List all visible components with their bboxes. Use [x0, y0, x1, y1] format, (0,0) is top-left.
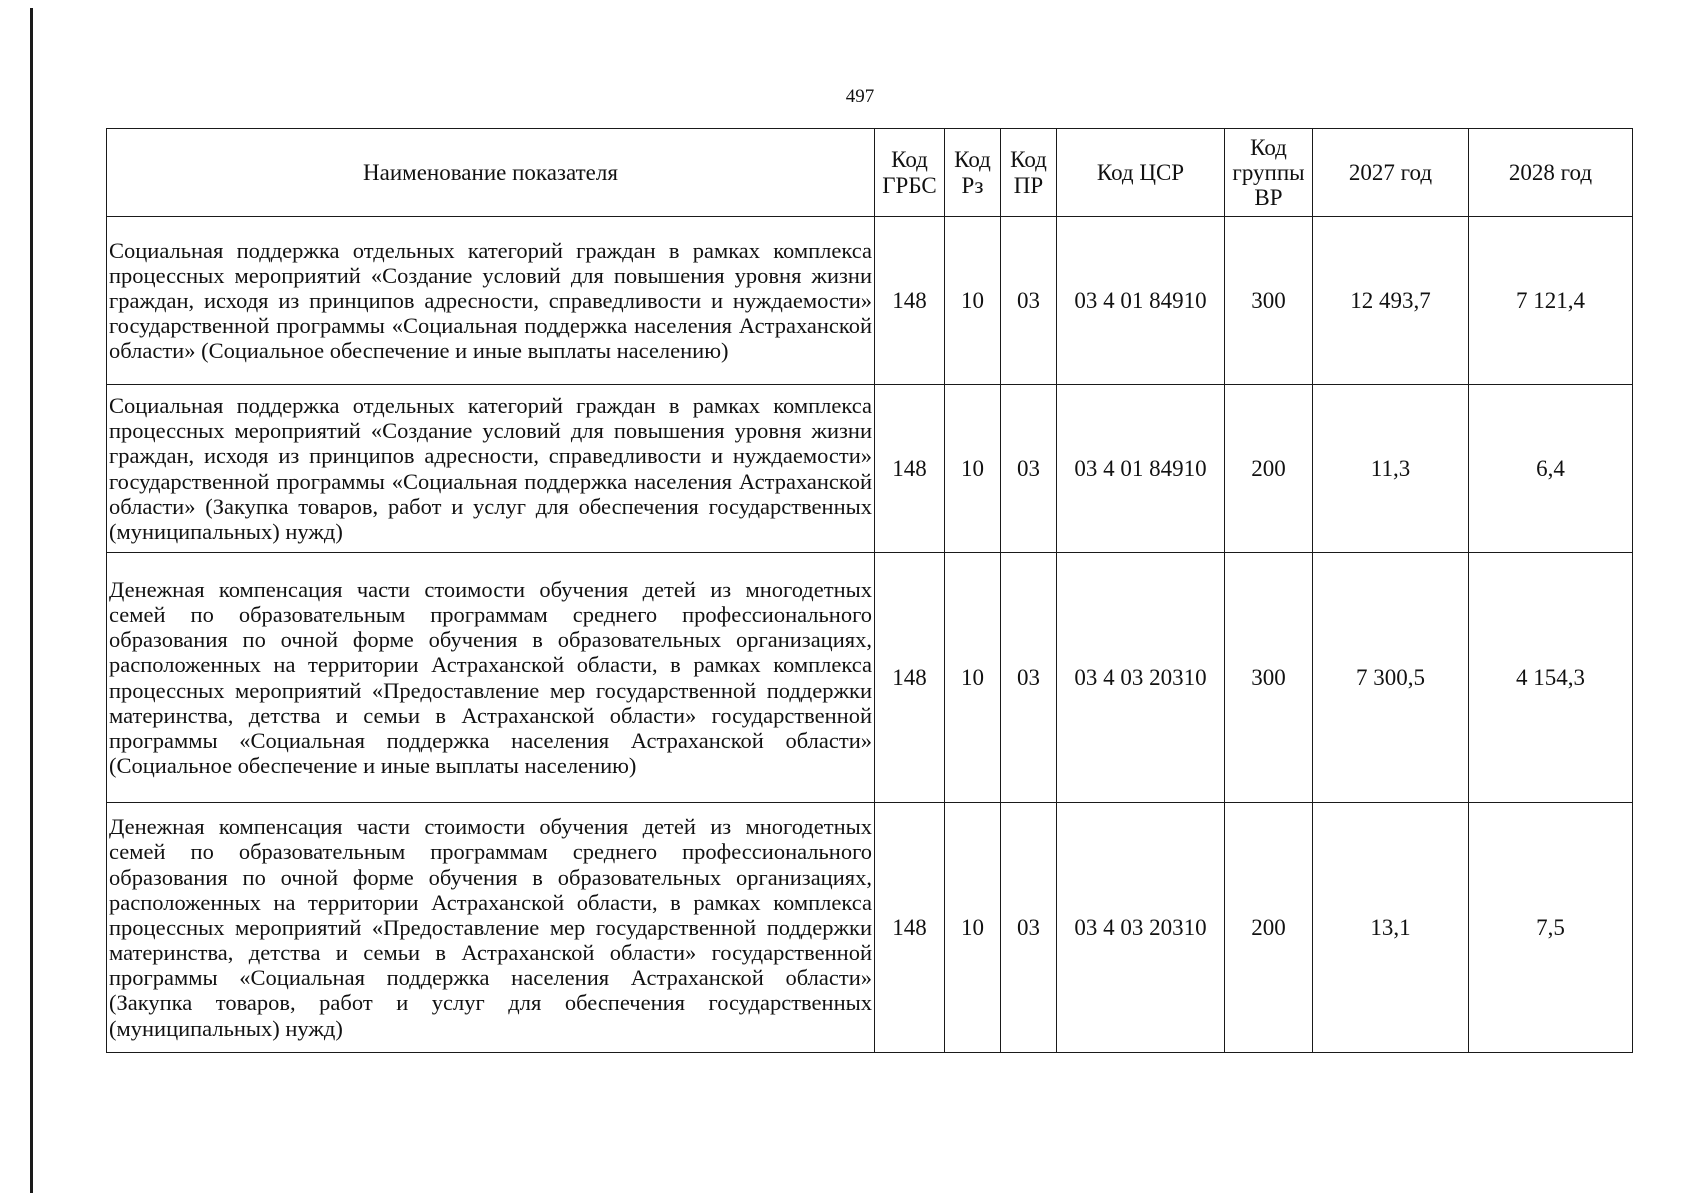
row-grbs: 148	[875, 217, 945, 385]
header-rz: Код Рз	[945, 129, 1001, 217]
row-grbs: 148	[875, 803, 945, 1053]
row-pr: 03	[1001, 385, 1057, 553]
header-vr: Код группы ВР	[1225, 129, 1313, 217]
table-header-row	[107, 129, 1633, 217]
page-number: 497	[845, 86, 875, 107]
row-vr: 300	[1225, 553, 1313, 803]
row-2028: 6,4	[1469, 385, 1633, 553]
row-2028: 7,5	[1469, 803, 1633, 1053]
table-row	[107, 803, 1633, 1053]
row-rz: 10	[945, 803, 1001, 1053]
row-pr: 03	[1001, 553, 1057, 803]
row-pr: 03	[1001, 217, 1057, 385]
header-grbs: Код ГРБС	[875, 129, 945, 217]
row-name: Денежная компенсация части стоимости обучения детей из многодетных семей по образовательным программам среднего профессионального образования по очной форме обучения в образовательных организациях, расположенных на территории Астраханской области, в рамках комплекса процессных мероприятий «Предоставление мер государственной поддержки материнства, детства и семьи в Астраханской области» государственной программы «Социальная поддержка населения Астраханской области» (Социальное обеспечение и иные выплаты населению)	[107, 553, 875, 803]
row-csr: 03 4 01 84910	[1057, 385, 1225, 553]
budget-table	[106, 128, 1633, 1053]
row-pr: 03	[1001, 803, 1057, 1053]
row-grbs: 148	[875, 385, 945, 553]
row-rz: 10	[945, 217, 1001, 385]
row-csr: 03 4 03 20310	[1057, 803, 1225, 1053]
row-2027: 12 493,7	[1313, 217, 1469, 385]
header-2027: 2027 год	[1313, 129, 1469, 217]
row-vr: 200	[1225, 385, 1313, 553]
row-name: Социальная поддержка отдельных категорий граждан в рамках комплекса процессных мероприятий «Создание условий для повышения уровня жизни граждан, исходя из принципов адресности, справедливости и нуждаемости» государственной программы «Социальная поддержка населения Астраханской области» (Социальное обеспечение и иные выплаты населению)	[107, 217, 875, 385]
header-name: Наименование показателя	[107, 129, 875, 217]
row-name: Социальная поддержка отдельных категорий граждан в рамках комплекса процессных мероприятий «Создание условий для повышения уровня жизни граждан, исходя из принципов адресности, справедливости и нуждаемости» государственной программы «Социальная поддержка населения Астраханской области» (Закупка товаров, работ и услуг для обеспечения государственных (муниципальных) нужд)	[107, 385, 875, 553]
row-2027: 7 300,5	[1313, 553, 1469, 803]
table-row	[107, 217, 1633, 385]
row-2028: 7 121,4	[1469, 217, 1633, 385]
binding-line	[30, 8, 33, 1193]
row-rz: 10	[945, 385, 1001, 553]
header-2028: 2028 год	[1469, 129, 1633, 217]
table-row	[107, 553, 1633, 803]
table-row	[107, 385, 1633, 553]
row-vr: 200	[1225, 803, 1313, 1053]
row-rz: 10	[945, 553, 1001, 803]
row-2027: 13,1	[1313, 803, 1469, 1053]
row-grbs: 148	[875, 553, 945, 803]
row-2028: 4 154,3	[1469, 553, 1633, 803]
row-2027: 11,3	[1313, 385, 1469, 553]
header-pr: Код ПР	[1001, 129, 1057, 217]
row-csr: 03 4 01 84910	[1057, 217, 1225, 385]
header-csr: Код ЦСР	[1057, 129, 1225, 217]
row-csr: 03 4 03 20310	[1057, 553, 1225, 803]
row-vr: 300	[1225, 217, 1313, 385]
row-name: Денежная компенсация части стоимости обучения детей из многодетных семей по образовательным программам среднего профессионального образования по очной форме обучения в образовательных организациях, расположенных на территории Астраханской области, в рамках комплекса процессных мероприятий «Предоставление мер государственной поддержки материнства, детства и семьи в Астраханской области» государственной программы «Социальная поддержка населения Астраханской области» (Закупка товаров, работ и услуг для обеспечения государственных (муниципальных) нужд)	[107, 803, 875, 1053]
